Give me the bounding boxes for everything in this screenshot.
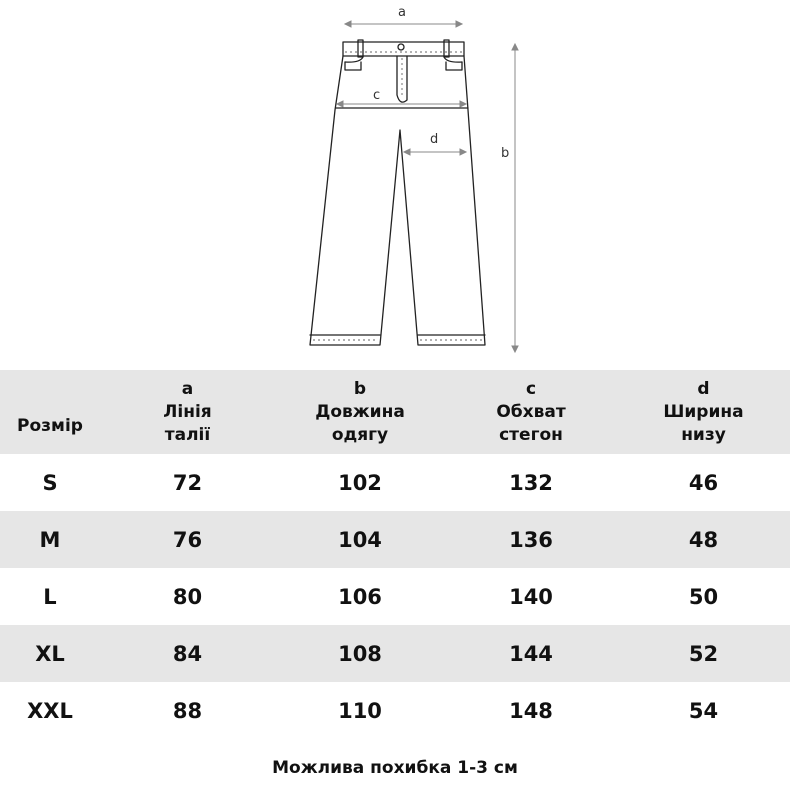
cell-size: S: [42, 470, 58, 495]
header-size-label: Розмір: [17, 415, 83, 436]
cell-length: 104: [338, 527, 382, 552]
dimension-label-c: c: [373, 88, 381, 103]
header-hips-line2: стегон: [499, 424, 563, 445]
header-hips-letter: c: [525, 378, 537, 399]
cell-length: 106: [338, 584, 382, 609]
header-waist: [100, 378, 275, 447]
header-hips-line1: Обхват: [496, 401, 566, 422]
table-row: [0, 454, 790, 511]
cell-waist: 88: [172, 698, 203, 723]
pants-diagram: [0, 0, 790, 370]
dimension-label-d: d: [430, 132, 439, 147]
cell-length: 108: [338, 641, 382, 666]
size-table-header: [0, 370, 790, 454]
cell-hips: 148: [509, 698, 553, 723]
cell-hips: 144: [509, 641, 553, 666]
cell-size: XL: [35, 641, 65, 666]
header-hem-width-line1: Ширина: [663, 401, 744, 422]
header-hips: [445, 378, 617, 447]
header-hem-width: [617, 378, 790, 447]
cell-size: XXL: [27, 698, 73, 723]
header-length-line2: одягу: [331, 424, 389, 445]
cell-hips: 132: [509, 470, 553, 495]
header-hem-width-line2: низу: [681, 424, 726, 445]
header-waist-line2: талії: [164, 424, 211, 445]
header-length-letter: b: [353, 378, 367, 399]
dimension-label-a: a: [398, 5, 406, 20]
cell-hem-width: 46: [688, 470, 719, 495]
header-hem-width-letter: d: [697, 378, 710, 399]
header-length-line1: Довжина: [315, 401, 405, 422]
cell-waist: 76: [172, 527, 203, 552]
cell-waist: 72: [172, 470, 203, 495]
cell-hem-width: 50: [688, 584, 719, 609]
size-table: [0, 370, 790, 739]
header-waist-line1: Лінія: [163, 401, 212, 422]
cell-hem-width: 48: [688, 527, 719, 552]
cell-hem-width: 54: [688, 698, 719, 723]
table-row: [0, 682, 790, 739]
cell-size: M: [39, 527, 61, 552]
cell-waist: 80: [172, 584, 203, 609]
table-row: [0, 568, 790, 625]
dimension-label-b: b: [501, 146, 510, 161]
cell-size: L: [43, 584, 57, 609]
header-waist-letter: a: [181, 378, 194, 399]
table-row: [0, 625, 790, 682]
cell-length: 110: [338, 698, 382, 723]
header-length: [275, 378, 445, 447]
cell-hips: 140: [509, 584, 553, 609]
cell-waist: 84: [172, 641, 203, 666]
header-size: [0, 387, 100, 438]
measurement-tolerance-note: Можлива похибка 1-3 см: [272, 758, 518, 778]
cell-hem-width: 52: [688, 641, 719, 666]
pants-illustration: [0, 0, 790, 370]
cell-length: 102: [338, 470, 382, 495]
table-row: [0, 511, 790, 568]
cell-hips: 136: [509, 527, 553, 552]
